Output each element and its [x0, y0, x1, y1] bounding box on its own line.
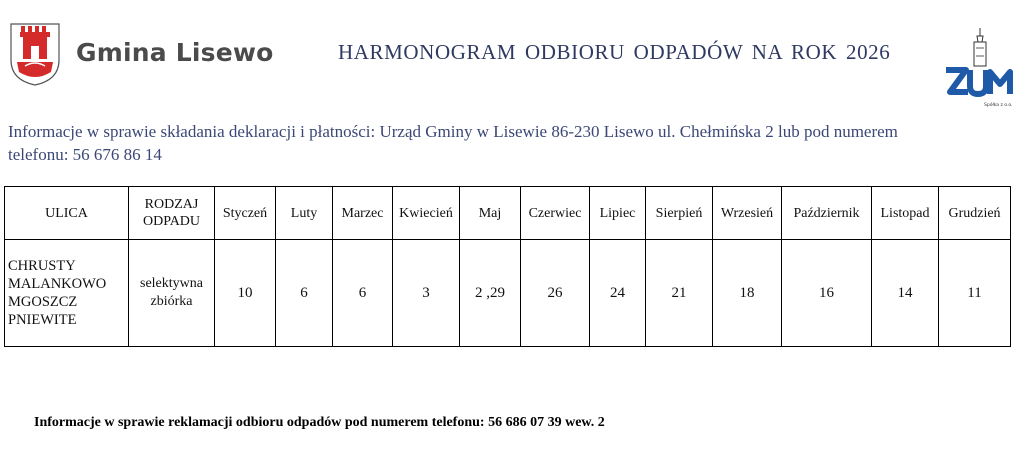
column-header-month: Luty — [276, 187, 333, 240]
pickup-day-cell: 2 ,29 — [460, 240, 521, 347]
column-header-month: Czerwiec — [521, 187, 590, 240]
column-header-month: Sierpień — [646, 187, 713, 240]
coat-of-arms-logo — [9, 22, 61, 86]
pickup-day-cell: 21 — [646, 240, 713, 347]
pickup-day-cell: 10 — [215, 240, 276, 347]
table-header-row — [5, 187, 1011, 240]
brand-name: Gmina Lisewo — [76, 38, 274, 67]
column-header-month: Maj — [460, 187, 521, 240]
column-header-month: Styczeń — [215, 187, 276, 240]
page-header — [0, 0, 1024, 110]
pickup-day-cell: 11 — [939, 240, 1011, 347]
complaints-info-text: Informacje w sprawie reklamacji odbioru odpadów pod numerem telefonu: 56 686 07 39 wew. 2 — [34, 415, 605, 430]
street-name: MGOSZCZ — [8, 294, 78, 310]
column-header-month: Październik — [782, 187, 872, 240]
pickup-day-cell: 26 — [521, 240, 590, 347]
column-header-month: Wrzesień — [713, 187, 782, 240]
column-header-month: Kwiecień — [393, 187, 460, 240]
pickup-day-cell: 14 — [872, 240, 939, 347]
column-header-street: ULICA — [5, 187, 129, 240]
column-header-month: Listopad — [872, 187, 939, 240]
pickup-day-cell: 6 — [276, 240, 333, 347]
pickup-day-cell: 16 — [782, 240, 872, 347]
street-name: PNIEWITE — [8, 312, 77, 328]
pickup-day-cell: 6 — [333, 240, 393, 347]
street-name: MALANKOWO — [8, 276, 107, 292]
pickup-day-cell: 18 — [713, 240, 782, 347]
page-title: HARMONOGRAM ODBIORU ODPADÓW NA ROK 2026 — [338, 40, 891, 64]
street-list-cell — [5, 240, 129, 347]
column-header-waste-type: RODZAJ ODPADU — [129, 187, 215, 240]
column-header-month: Lipiec — [590, 187, 646, 240]
declaration-info-text: Informacje w sprawie składania deklaracji i płatności: Urząd Gminy w Lisewie 86-230 Lisewo ul. Chełmińska 2 lub pod numerem telefonu: 56 676 86 14 — [8, 122, 898, 164]
pickup-day-cell: 24 — [590, 240, 646, 347]
schedule-table — [4, 186, 1011, 347]
zum-company-logo — [942, 26, 1018, 110]
pickup-day-cell: 3 — [393, 240, 460, 347]
svg-text:Spółka z o.o.: Spółka z o.o. — [984, 103, 1013, 108]
column-header-month: Marzec — [333, 187, 393, 240]
column-header-month: Grudzień — [939, 187, 1011, 240]
street-name: CHRUSTY — [8, 258, 76, 274]
waste-type-cell: selektywna zbiórka — [129, 240, 215, 347]
table-row — [5, 240, 1011, 347]
